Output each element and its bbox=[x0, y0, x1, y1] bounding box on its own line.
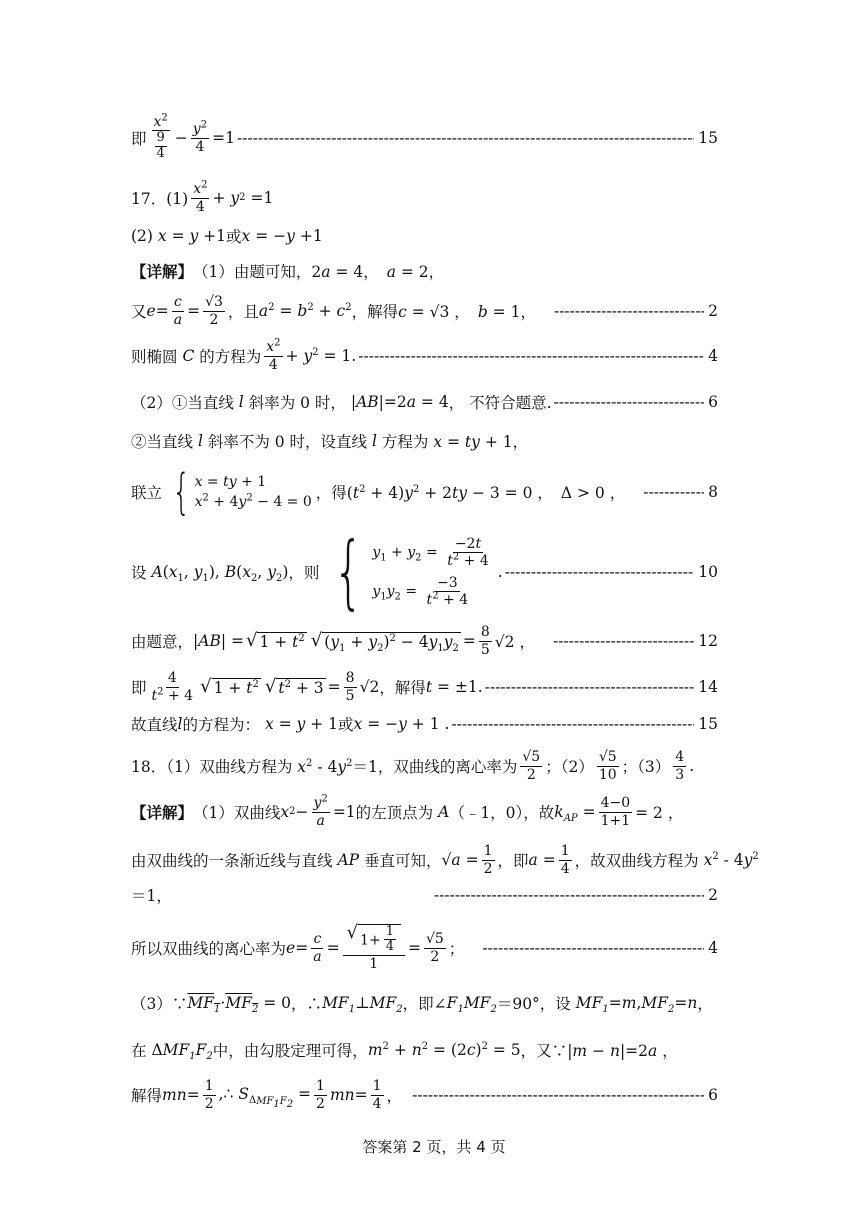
text: 的方程为 bbox=[199, 348, 262, 366]
solution-line: 【详解】 （1）由题可知， 2a = 4， a = 2， bbox=[131, 262, 445, 281]
text: ，解得 bbox=[379, 679, 426, 697]
solution-line: ②当直线 l 斜率不为 0 时，设直线 l 方程为 x = ty + 1， bbox=[131, 432, 529, 451]
text: 即 bbox=[131, 130, 147, 148]
text: ，故双曲线方程为 bbox=[574, 852, 699, 870]
text: 解得 bbox=[131, 1087, 163, 1105]
text: ，则 bbox=[288, 564, 320, 582]
text: ，即∠ bbox=[402, 995, 447, 1013]
page-footer: 答案第 2 页，共 4 页 bbox=[362, 1138, 506, 1156]
dash-leader bbox=[412, 1086, 704, 1104]
math-fraction: $\frac{x^2}{4}$ bbox=[193, 179, 208, 215]
text: 中，由勾股定理可得， bbox=[212, 1042, 368, 1060]
text: （﹣1，0），故 bbox=[449, 804, 555, 822]
text: ；（2） bbox=[545, 758, 594, 776]
dash-leader bbox=[434, 886, 704, 904]
text: 的左顶点为 bbox=[355, 804, 434, 822]
solution-line bbox=[131, 884, 718, 906]
score-mark: 6 bbox=[708, 1086, 718, 1104]
answer-line: 17．(1) $\frac{x^2}{4}$ + y 2 =1 bbox=[131, 179, 274, 215]
dash-leader bbox=[358, 347, 704, 365]
math-fraction: $\frac{x^2}{\frac{9}{4}}$ bbox=[153, 112, 168, 162]
score-mark: 10 bbox=[698, 563, 718, 581]
solution-line: （2）①当直线 l 斜率为 0 时， |AB|=2a = 4 ， 不符合题意. ----- 6 bbox=[131, 390, 718, 414]
solution-line: 所以双曲线的离心率为 e = $\frac{c}{a}$ = √ 1+ $\frac{1}{4}$ 1 = $\frac{√5}{2}$ ； ----- 4 bbox=[131, 918, 718, 978]
score-mark: 12 bbox=[698, 632, 718, 650]
question-number: 17．(1) bbox=[131, 190, 189, 208]
dash-leader bbox=[643, 483, 704, 501]
score-mark: 2 bbox=[708, 886, 718, 904]
solution-line: 则椭圆 C 的方程为 $\frac{x^2}{4}$ + $y^2 = 1$. ----- 4 bbox=[131, 336, 718, 376]
text: 斜率为 0 时， bbox=[248, 394, 346, 412]
text: 又 bbox=[131, 303, 147, 321]
answer-line: 18．（1）双曲线方程为 $x^2 - 4y^2=1$ ，双曲线的离心率为 $\frac{√5}{2}$ ；（2） $\frac{√5}{10}$ ；（3） $\frac{4}{3}$ . bbox=[131, 749, 695, 783]
text: （3）∵ bbox=[131, 995, 188, 1013]
text: （1）双曲线 bbox=[193, 804, 281, 822]
section-label: 【详解】 bbox=[131, 803, 194, 822]
score-mark: 6 bbox=[708, 393, 718, 411]
dash-leader bbox=[237, 129, 694, 147]
text: ，又∵ bbox=[520, 1042, 568, 1060]
text: ＝90°，设 bbox=[496, 995, 571, 1013]
solution-line: 联立 { x = ty + 1 $x^2 + 4y^2 - 4 = 0$ ，得 $(t^2 + 4)y^2 + 2ty - 3 = 0$ ， Δ > 0 ， ----- 8 bbox=[131, 466, 718, 518]
text: ，且 bbox=[227, 303, 259, 321]
score-mark: 15 bbox=[698, 129, 718, 147]
text: 联立 bbox=[131, 484, 163, 502]
text: 的方程为： bbox=[182, 716, 260, 734]
solution-line: 又 e = $\frac{c}{a}$ = $\frac{√3}{2}$ ，且 $a^2 = b^2 + c^2$ ，解得 c = √3 ， b = 1， ----- 2 bbox=[131, 290, 718, 332]
score-mark: 14 bbox=[698, 678, 718, 696]
text: 即 bbox=[131, 679, 147, 697]
text: （1）由题可知， bbox=[193, 263, 312, 281]
solution-line: 由题意， |AB| = √ $1 + t^2$ √ $(y_1 + y_2)^2 - 4y_1y_2$ = $\frac{8}{5}$ √2 ， ----- 12 bbox=[131, 620, 718, 662]
solution-line: 在 $\Delta MF_1F_2$ 中，由勾股定理可得， $m^2 + n^2 = (2c)^2 = 5$ ，又∵ |m − n|=2a ， bbox=[131, 1040, 678, 1063]
dash-leader bbox=[505, 563, 695, 581]
dash-leader bbox=[554, 302, 704, 320]
text: ，得 bbox=[315, 484, 347, 502]
solution-line: 即 $\frac{x^2}{\frac{9}{4}}$ − $\frac{y^2}{4}$ =1 ----- 15 bbox=[131, 108, 718, 168]
solution-line: 即 $\frac{4}{t^2 + 4}$ √ $1 + t^2$ √ $t^2 + 3$ = $\frac{8}{5}$ √2 ，解得 t = ±1. ----- 14 bbox=[131, 666, 718, 708]
text: ；（3） bbox=[621, 758, 671, 776]
text: (2) bbox=[131, 227, 153, 245]
text: 方程为 bbox=[381, 433, 429, 451]
text: 或 bbox=[338, 716, 354, 734]
dash-leader bbox=[485, 678, 695, 696]
text: ，双曲线的离心率为 bbox=[377, 758, 518, 776]
math-fraction: $\frac{y^2}{4}$ bbox=[192, 119, 208, 155]
dash-leader bbox=[554, 393, 705, 411]
text: 斜率不为 0 时，设直线 bbox=[207, 433, 368, 451]
solution-line: （3）∵ $MF_1$ · $MF_2$ = 0 ，∴ $MF_1$ ⊥ $MF_2$ ，即∠ $F_1MF_2$ ＝90°，设 $MF_1$ = m , $MF_2$ = n ， bbox=[131, 994, 713, 1016]
answer-line: (2) x = y +1 或 x = − y +1 bbox=[131, 227, 323, 246]
text: 所以双曲线的离心率为 bbox=[131, 940, 287, 958]
text: 在 bbox=[131, 1042, 147, 1060]
solution-line: 解得 mn = $\frac{1}{2}$ ,∴ $S_{\Delta MF_1F_2}$ = $\frac{1}{2}$ mn = $\frac{1}{4}$ ， ----- 6 bbox=[131, 1074, 718, 1116]
text: ②当直线 bbox=[131, 433, 194, 451]
text: ，∴ bbox=[291, 995, 323, 1013]
score-mark: 2 bbox=[708, 302, 718, 320]
text: 垂直可知， bbox=[364, 852, 442, 870]
text: ，即 bbox=[497, 852, 529, 870]
solution-line: 由双曲线的一条渐近线与直线 AP 垂直可知， √a = $\frac{1}{2}$ ，即 a = $\frac{1}{4}$ ，故双曲线方程为 $x^2 - 4y^2$ bbox=[131, 843, 759, 877]
score-mark: 8 bbox=[708, 483, 718, 501]
solution-line: 【详解】 （1）双曲线 x 2 − $\frac{y^2}{a}$ =1 的左顶点为 A （﹣1，0），故 $k_{AP}$ = $\frac{4-0}{1+1}$ = 2 ， bbox=[131, 793, 684, 829]
text: （2）①当直线 bbox=[131, 394, 234, 412]
dash-leader bbox=[553, 632, 694, 650]
score-mark: 4 bbox=[708, 347, 718, 365]
dash-leader bbox=[482, 939, 704, 957]
text: 则椭圆 bbox=[131, 348, 178, 366]
section-label: 【详解】 bbox=[131, 262, 194, 281]
score-mark: 4 bbox=[708, 939, 718, 957]
solution-line: 设 $A(x_1$, $y_1$), $B(x_2$, $y_2$) ，则 { $y_1 + y_2$ = $\frac{-2t}{t^2 + 4}$ $y_1y_2$ = $\frac{-3}{t^2 + 4}$ . ----- 10 bbox=[131, 530, 718, 614]
text: 或 bbox=[226, 228, 242, 246]
text: 设 bbox=[131, 564, 147, 582]
solution-line: 故直线 l 的方程为： x = y + 1 或 x = −y + 1 . ----- 15 bbox=[131, 712, 718, 736]
text: ＝1， bbox=[131, 887, 172, 905]
text: ，解得 bbox=[351, 303, 399, 321]
text: ， 不符合题意. bbox=[448, 394, 552, 412]
dash-leader bbox=[451, 715, 694, 733]
text: 由双曲线的一条渐近线与直线 bbox=[131, 852, 333, 870]
score-mark: 15 bbox=[698, 715, 718, 733]
question-number: 18．（1）双曲线方程为 bbox=[131, 758, 293, 776]
text: 故直线 bbox=[131, 716, 178, 734]
text: 由题意， bbox=[131, 633, 194, 651]
